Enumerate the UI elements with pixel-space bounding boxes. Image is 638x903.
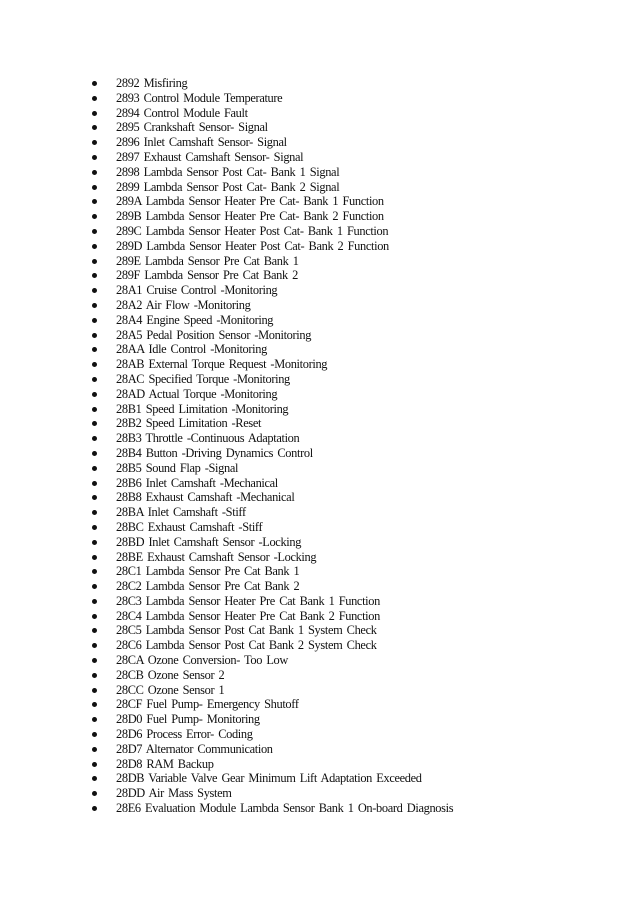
list-item-text: 28C5 Lambda Sensor Post Cat Bank 1 System Check bbox=[116, 623, 377, 638]
list-item-text: 28BE Exhaust Camshaft Sensor -Locking bbox=[116, 549, 317, 564]
list-item bbox=[90, 120, 610, 135]
list-item bbox=[90, 668, 610, 683]
list-item-text: 289E Lambda Sensor Pre Cat Bank 1 bbox=[116, 253, 299, 268]
list-item-text: 28B5 Sound Flap -Signal bbox=[116, 460, 239, 475]
bullet-icon bbox=[92, 318, 97, 323]
bullet-icon bbox=[92, 125, 97, 130]
list-item-text: 28B2 Speed Limitation -Reset bbox=[116, 416, 262, 431]
list-item-text: 28A5 Pedal Position Sensor -Monitoring bbox=[116, 327, 312, 342]
list-item-text: 28DB Variable Valve Gear Minimum Lift Adaptation Exceeded bbox=[116, 771, 422, 786]
list-item bbox=[90, 328, 610, 343]
list-item-text: 28AC Specified Torque -Monitoring bbox=[116, 371, 290, 386]
list-item-text: 2896 Inlet Camshaft Sensor- Signal bbox=[116, 135, 287, 150]
list-item-text: 28A2 Air Flow -Monitoring bbox=[116, 297, 251, 312]
list-item-text: 28E6 Evaluation Module Lambda Sensor Bank 1 On-board Diagnosis bbox=[116, 801, 454, 816]
bullet-icon bbox=[92, 466, 97, 471]
bullet-icon bbox=[92, 702, 97, 707]
bullet-icon bbox=[92, 776, 97, 781]
list-item bbox=[90, 106, 610, 121]
list-item bbox=[90, 801, 610, 816]
list-item bbox=[90, 712, 610, 727]
bullet-icon bbox=[92, 628, 97, 633]
list-item-text: 28D7 Alternator Communication bbox=[116, 741, 273, 756]
list-item-text: 289C Lambda Sensor Heater Post Cat- Bank 1 Function bbox=[116, 223, 389, 238]
list-item bbox=[90, 520, 610, 535]
list-item-text: 28D6 Process Error- Coding bbox=[116, 727, 253, 742]
list-item bbox=[90, 446, 610, 461]
list-item bbox=[90, 268, 610, 283]
list-item bbox=[90, 609, 610, 624]
list-item bbox=[90, 416, 610, 431]
list-item-text: 28C1 Lambda Sensor Pre Cat Bank 1 bbox=[116, 564, 300, 579]
bullet-icon bbox=[92, 392, 97, 397]
list-item bbox=[90, 209, 610, 224]
list-item bbox=[90, 564, 610, 579]
list-item bbox=[90, 313, 610, 328]
bullet-icon bbox=[92, 333, 97, 338]
bullet-icon bbox=[92, 288, 97, 293]
list-item-text: 28A1 Cruise Control -Monitoring bbox=[116, 283, 278, 298]
list-item-text: 28D0 Fuel Pump- Monitoring bbox=[116, 712, 260, 727]
bullet-icon bbox=[92, 347, 97, 352]
bullet-icon bbox=[92, 229, 97, 234]
bullet-icon bbox=[92, 259, 97, 264]
list-item bbox=[90, 194, 610, 209]
bullet-icon bbox=[92, 688, 97, 693]
bullet-icon bbox=[92, 377, 97, 382]
bullet-icon bbox=[92, 747, 97, 752]
bullet-icon bbox=[92, 407, 97, 412]
list-item bbox=[90, 550, 610, 565]
list-item-text: 2898 Lambda Sensor Post Cat- Bank 1 Signal bbox=[116, 164, 340, 179]
bullet-icon bbox=[92, 806, 97, 811]
list-item-text: 2899 Lambda Sensor Post Cat- Bank 2 Signal bbox=[116, 179, 340, 194]
list-item-text: 28BA Inlet Camshaft -Stiff bbox=[116, 505, 246, 520]
list-item-text: 2895 Crankshaft Sensor- Signal bbox=[116, 120, 268, 135]
list-item bbox=[90, 594, 610, 609]
list-item bbox=[90, 505, 610, 520]
list-item-text: 289A Lambda Sensor Heater Pre Cat- Bank 1 Function bbox=[116, 194, 384, 209]
list-item-text: 289B Lambda Sensor Heater Pre Cat- Bank 2 Function bbox=[116, 209, 384, 224]
list-item-text: 2894 Control Module Fault bbox=[116, 105, 248, 120]
list-item-text: 28C3 Lambda Sensor Heater Pre Cat Bank 1 Function bbox=[116, 593, 380, 608]
list-item-text: 28CB Ozone Sensor 2 bbox=[116, 667, 225, 682]
list-item bbox=[90, 461, 610, 476]
list-item-text: 2897 Exhaust Camshaft Sensor- Signal bbox=[116, 149, 304, 164]
list-item bbox=[90, 757, 610, 772]
list-item-text: 289F Lambda Sensor Pre Cat Bank 2 bbox=[116, 268, 298, 283]
bullet-icon bbox=[92, 185, 97, 190]
list-item bbox=[90, 283, 610, 298]
bullet-icon bbox=[92, 762, 97, 767]
bullet-icon bbox=[92, 555, 97, 560]
list-item bbox=[90, 402, 610, 417]
list-item bbox=[90, 490, 610, 505]
list-item bbox=[90, 224, 610, 239]
bullet-icon bbox=[92, 170, 97, 175]
list-item bbox=[90, 786, 610, 801]
bullet-icon bbox=[92, 140, 97, 145]
bullet-icon bbox=[92, 584, 97, 589]
bullet-icon bbox=[92, 111, 97, 116]
list-item bbox=[90, 387, 610, 402]
bullet-icon bbox=[92, 199, 97, 204]
bullet-icon bbox=[92, 81, 97, 86]
list-item-text: 28A4 Engine Speed -Monitoring bbox=[116, 312, 274, 327]
list-item bbox=[90, 76, 610, 91]
list-item bbox=[90, 535, 610, 550]
list-item bbox=[90, 372, 610, 387]
list-item bbox=[90, 727, 610, 742]
list-item bbox=[90, 180, 610, 195]
bullet-icon bbox=[92, 673, 97, 678]
list-item-text: 28AB External Torque Request -Monitoring bbox=[116, 357, 328, 372]
bullet-icon bbox=[92, 717, 97, 722]
list-item-text: 28CA Ozone Conversion- Too Low bbox=[116, 653, 288, 668]
bullet-icon bbox=[92, 362, 97, 367]
list-item bbox=[90, 742, 610, 757]
list-item bbox=[90, 254, 610, 269]
list-item bbox=[90, 91, 610, 106]
list-item-text: 28B6 Inlet Camshaft -Mechanical bbox=[116, 475, 278, 490]
bullet-icon bbox=[92, 510, 97, 515]
bullet-icon bbox=[92, 436, 97, 441]
list-item bbox=[90, 683, 610, 698]
fault-code-list bbox=[90, 76, 610, 816]
list-item bbox=[90, 357, 610, 372]
list-item bbox=[90, 165, 610, 180]
list-item bbox=[90, 239, 610, 254]
list-item-text: 28BC Exhaust Camshaft -Stiff bbox=[116, 519, 263, 534]
bullet-icon bbox=[92, 155, 97, 160]
list-item bbox=[90, 697, 610, 712]
bullet-icon bbox=[92, 96, 97, 101]
list-item bbox=[90, 653, 610, 668]
list-item-text: 289D Lambda Sensor Heater Post Cat- Bank 2 Function bbox=[116, 238, 389, 253]
list-item bbox=[90, 623, 610, 638]
bullet-icon bbox=[92, 214, 97, 219]
list-item-text: 28BD Inlet Camshaft Sensor -Locking bbox=[116, 534, 302, 549]
bullet-icon bbox=[92, 495, 97, 500]
list-item-text: 28C4 Lambda Sensor Heater Pre Cat Bank 2 Function bbox=[116, 608, 380, 623]
list-item-text: 28AA Idle Control -Monitoring bbox=[116, 342, 267, 357]
list-item-text: 28D8 RAM Backup bbox=[116, 756, 214, 771]
bullet-icon bbox=[92, 614, 97, 619]
list-item-text: 28B1 Speed Limitation -Monitoring bbox=[116, 401, 289, 416]
bullet-icon bbox=[92, 569, 97, 574]
list-item-text: 28CC Ozone Sensor 1 bbox=[116, 682, 225, 697]
list-item bbox=[90, 150, 610, 165]
bullet-icon bbox=[92, 481, 97, 486]
bullet-icon bbox=[92, 540, 97, 545]
bullet-icon bbox=[92, 599, 97, 604]
list-item bbox=[90, 431, 610, 446]
bullet-icon bbox=[92, 791, 97, 796]
list-item bbox=[90, 771, 610, 786]
bullet-icon bbox=[92, 421, 97, 426]
bullet-icon bbox=[92, 451, 97, 456]
bullet-icon bbox=[92, 658, 97, 663]
list-item-text: 28B8 Exhaust Camshaft -Mechanical bbox=[116, 490, 295, 505]
list-item bbox=[90, 298, 610, 313]
list-item bbox=[90, 135, 610, 150]
list-item-text: 28AD Actual Torque -Monitoring bbox=[116, 386, 278, 401]
list-item bbox=[90, 579, 610, 594]
list-item-text: 2892 Misfiring bbox=[116, 76, 188, 90]
list-item-text: 28C2 Lambda Sensor Pre Cat Bank 2 bbox=[116, 579, 300, 594]
list-item-text: 28C6 Lambda Sensor Post Cat Bank 2 System Check bbox=[116, 638, 377, 653]
bullet-icon bbox=[92, 303, 97, 308]
list-item bbox=[90, 638, 610, 653]
list-item-text: 28CF Fuel Pump- Emergency Shutoff bbox=[116, 697, 299, 712]
bullet-icon bbox=[92, 525, 97, 530]
list-item-text: 28DD Air Mass System bbox=[116, 786, 232, 801]
list-item-text: 28B3 Throttle -Continuous Adaptation bbox=[116, 431, 300, 446]
bullet-icon bbox=[92, 643, 97, 648]
list-item-text: 28B4 Button -Driving Dynamics Control bbox=[116, 445, 313, 460]
list-item-text: 2893 Control Module Temperature bbox=[116, 90, 283, 105]
list-item bbox=[90, 476, 610, 491]
bullet-icon bbox=[92, 732, 97, 737]
bullet-icon bbox=[92, 244, 97, 249]
bullet-icon bbox=[92, 273, 97, 278]
list-item bbox=[90, 342, 610, 357]
